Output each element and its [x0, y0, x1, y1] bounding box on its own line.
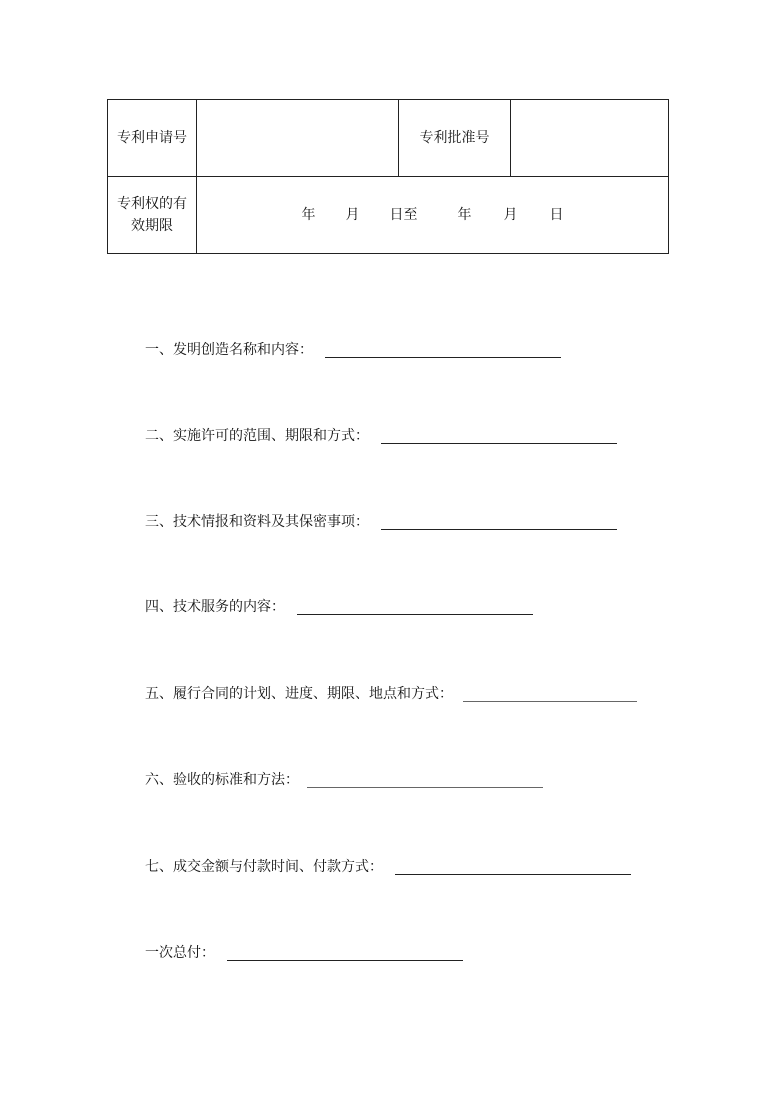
item-invention-name	[145, 340, 561, 360]
item-label: 二、实施许可的范围、期限和方式：	[145, 428, 369, 444]
end-year-label: 年	[457, 207, 472, 223]
item-acceptance	[145, 770, 543, 790]
item-label: 三、技术情报和资料及其保密事项：	[145, 514, 369, 530]
start-day-to-label: 日至	[389, 207, 418, 223]
start-month-label: 月	[345, 207, 360, 223]
patent-number-row	[108, 100, 669, 177]
item-lump-sum	[145, 943, 463, 963]
application-no-label: 专利申请号	[108, 100, 197, 177]
validity-label	[108, 177, 197, 254]
item-license-scope	[145, 426, 617, 446]
fill-blank-line[interactable]	[463, 700, 637, 702]
end-month-label: 月	[503, 207, 518, 223]
item-payment	[145, 857, 631, 877]
item-label: 七、成交金额与付款时间、付款方式：	[145, 859, 383, 875]
validity-period-field[interactable]	[197, 177, 669, 254]
end-day-label: 日	[549, 207, 564, 223]
fill-blank-line[interactable]	[381, 528, 617, 530]
item-tech-service	[145, 597, 533, 617]
grant-no-label: 专利批准号	[399, 100, 511, 177]
grant-no-field[interactable]	[511, 100, 669, 177]
fill-blank-line[interactable]	[307, 786, 543, 788]
item-tech-info-confidentiality	[145, 512, 617, 532]
item-label: 五、履行合同的计划、进度、期限、地点和方式：	[145, 686, 453, 702]
item-label: 四、技术服务的内容：	[145, 599, 285, 615]
item-label: 六、验收的标准和方法：	[145, 772, 299, 788]
fill-blank-line[interactable]	[325, 356, 561, 358]
item-label: 一、发明创造名称和内容：	[145, 342, 313, 358]
validity-label-line1: 专利权的有	[117, 196, 187, 212]
fill-blank-line[interactable]	[395, 873, 631, 875]
validity-row	[108, 177, 669, 254]
fill-blank-line[interactable]	[297, 613, 533, 615]
patent-info-table	[107, 99, 669, 254]
validity-label-line2: 效期限	[131, 218, 173, 234]
application-no-field[interactable]	[197, 100, 399, 177]
start-year-label: 年	[301, 207, 316, 223]
fill-blank-line[interactable]	[381, 442, 617, 444]
fill-blank-line[interactable]	[227, 959, 463, 961]
item-label: 一次总付：	[145, 945, 215, 961]
item-performance-plan	[145, 684, 637, 704]
